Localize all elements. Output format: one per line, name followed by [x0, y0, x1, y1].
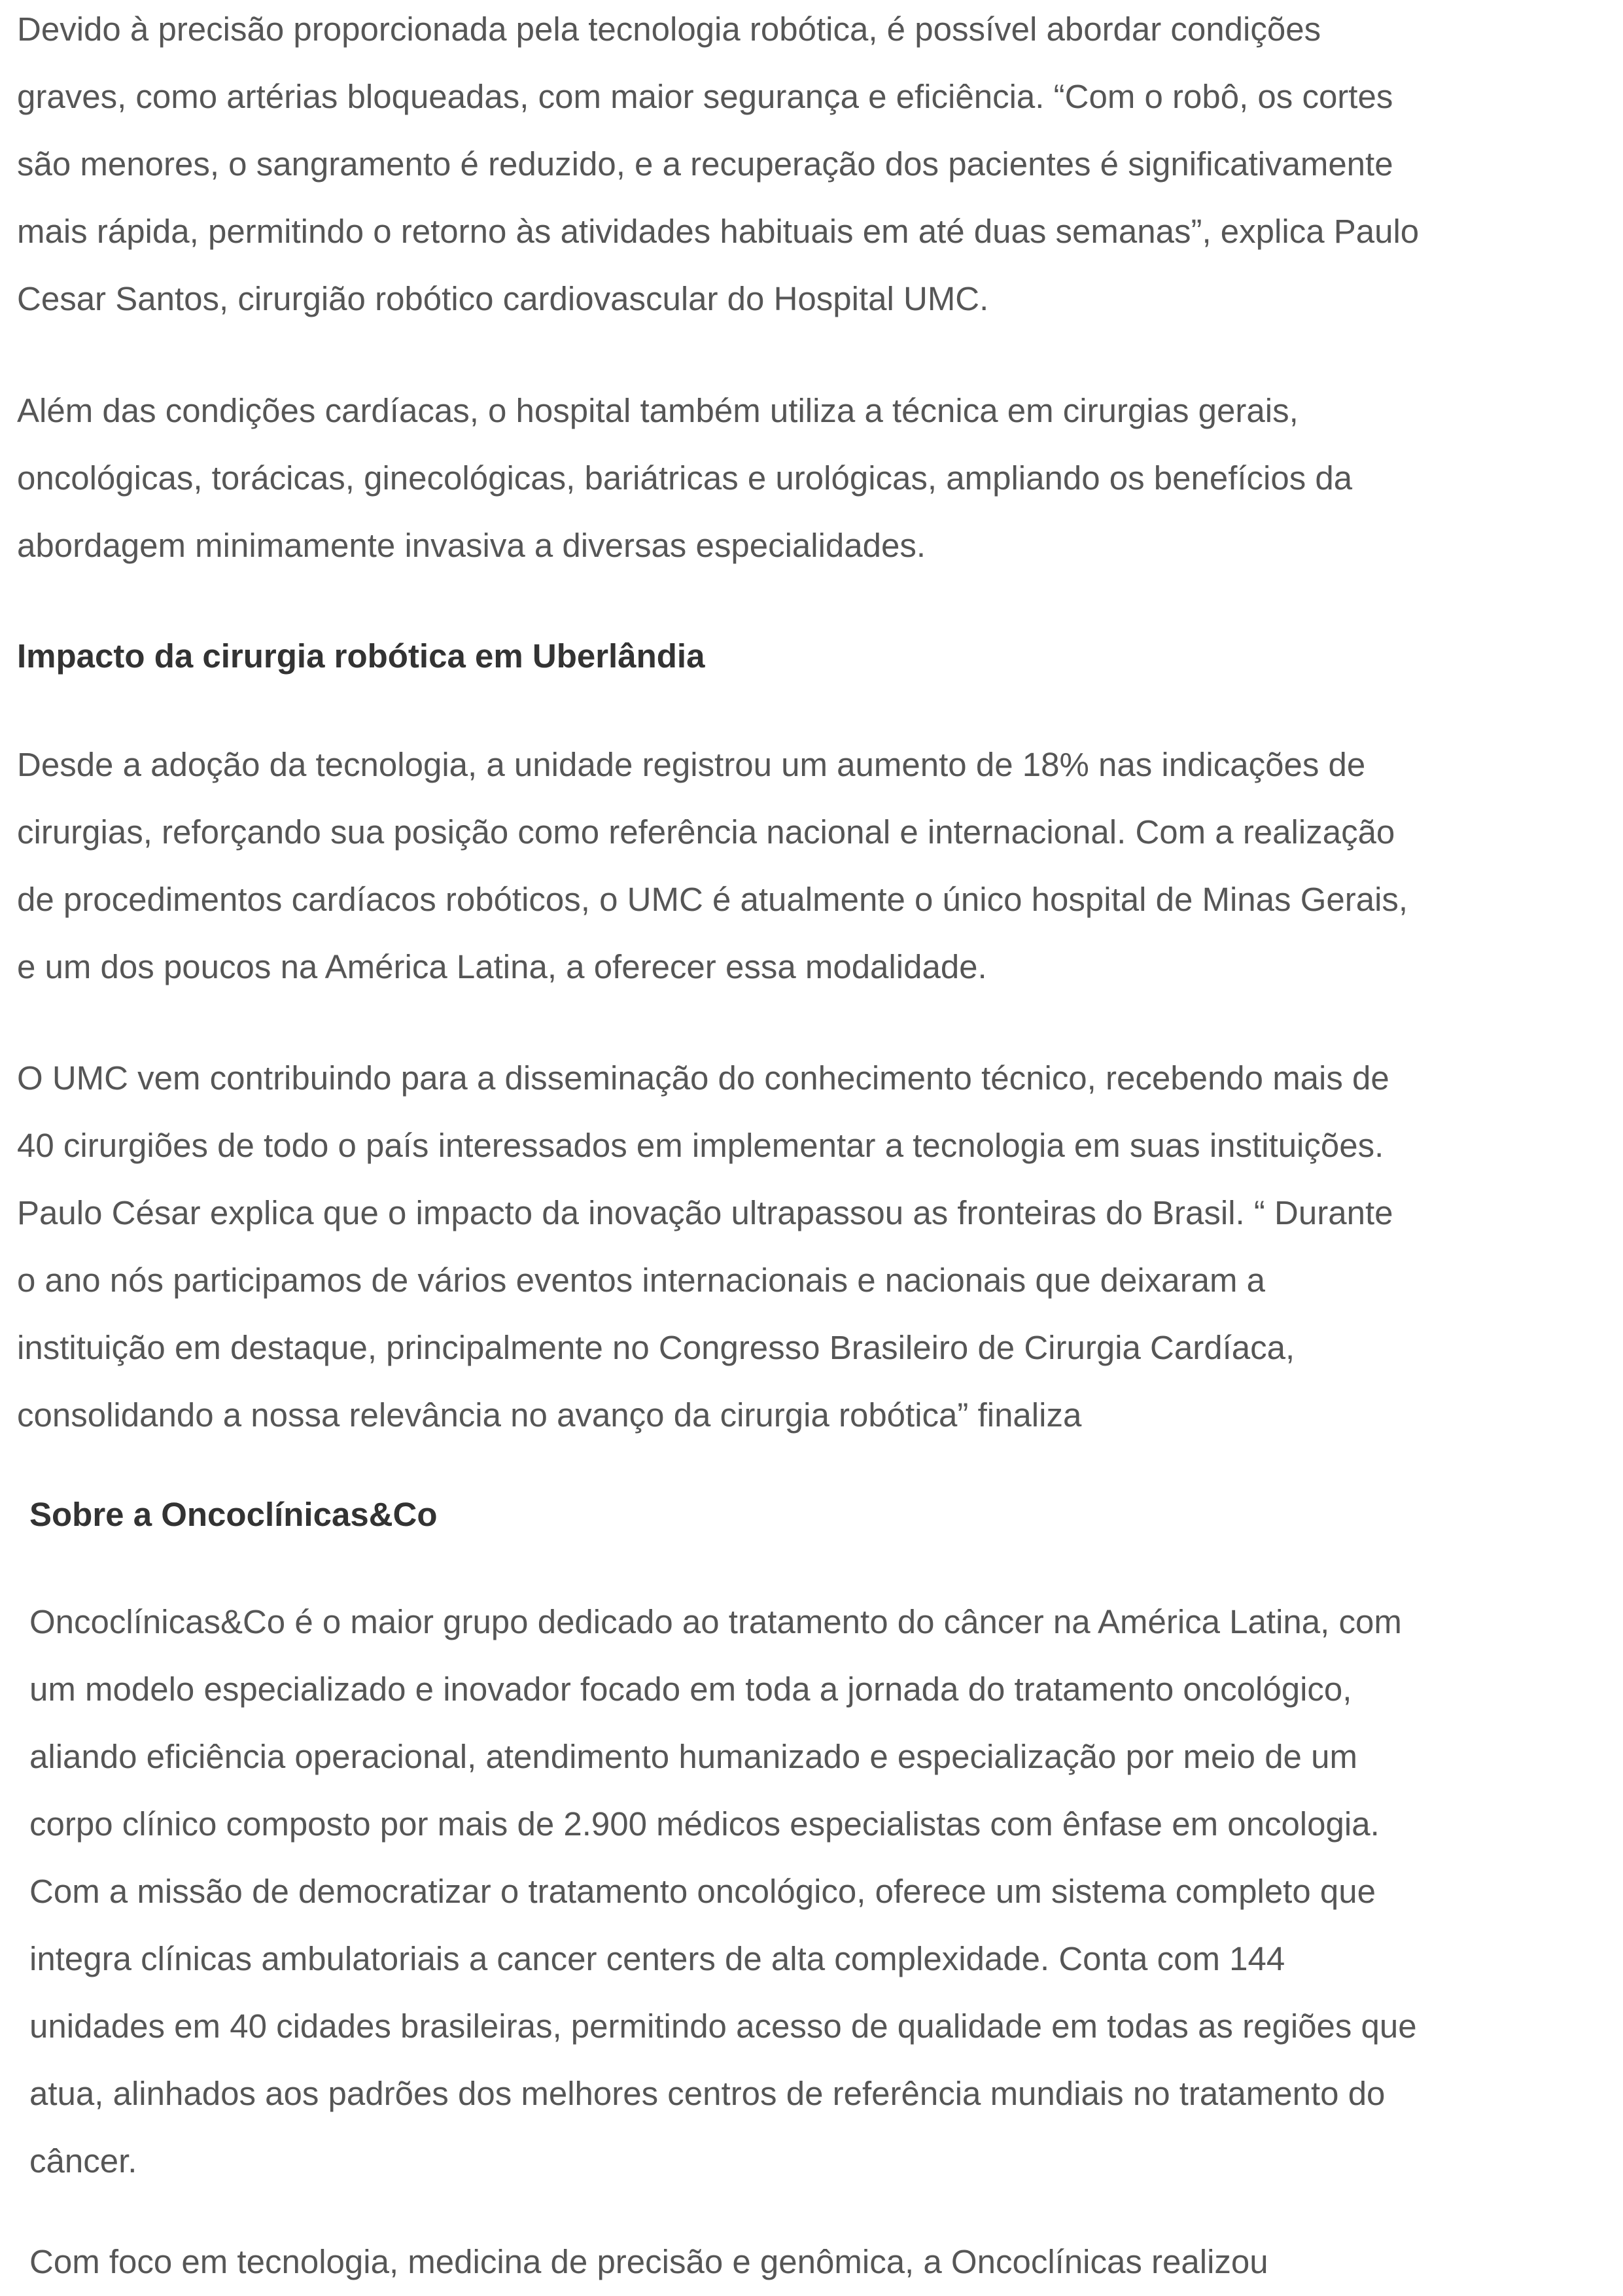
text-line: Com foco em tecnologia, medicina de precisão e genômica, a Oncoclínicas realizou — [29, 2243, 1268, 2280]
text-line: o ano nós participamos de vários eventos internacionais e nacionais que deixaram a — [17, 1262, 1265, 1299]
section-heading-impact: Impacto da cirurgia robótica em Uberlândia — [17, 637, 705, 675]
text-line: unidades em 40 cidades brasileiras, permitindo acesso de qualidade em todas as regiões que — [29, 2007, 1417, 2045]
text-line: um modelo especializado e inovador focado em toda a jornada do tratamento oncológico, — [29, 1670, 1352, 1708]
text-line: e um dos poucos na América Latina, a oferecer essa modalidade. — [17, 948, 987, 985]
text-line: atua, alinhados aos padrões dos melhores centros de referência mundiais no tratamento do — [29, 2075, 1386, 2112]
text-line: graves, como artérias bloqueadas, com maior segurança e eficiência. “Com o robô, os cortes — [17, 78, 1393, 115]
text-line: cirurgias, reforçando sua posição como referência nacional e internacional. Com a realização — [17, 813, 1395, 851]
text-line: Com a missão de democratizar o tratamento oncológico, oferece um sistema completo que — [29, 1873, 1376, 1910]
text-line: de procedimentos cardíacos robóticos, o UMC é atualmente o único hospital de Minas Gerais, — [17, 881, 1408, 918]
paragraph-adoption-growth — [17, 731, 1408, 1000]
text-line: Cesar Santos, cirurgião robótico cardiovascular do Hospital UMC. — [17, 280, 989, 317]
text-line: Oncoclínicas&Co é o maior grupo dedicado ao tratamento do câncer na América Latina, com — [29, 1603, 1402, 1640]
text-line: instituição em destaque, principalmente no Congresso Brasileiro de Cirurgia Cardíaca, — [17, 1329, 1295, 1366]
text-line: mais rápida, permitindo o retorno às atividades habituais em até duas semanas”, explica Paulo — [17, 213, 1420, 250]
text-line: são menores, o sangramento é reduzido, e a recuperação dos pacientes é significativamente — [17, 145, 1393, 183]
text-line: Desde a adoção da tecnologia, a unidade registrou um aumento de 18% nas indicações de — [17, 746, 1366, 783]
text-line: Devido à precisão proporcionada pela tecnologia robótica, é possível abordar condições — [17, 10, 1321, 48]
text-line: Paulo César explica que o impacto da inovação ultrapassou as fronteiras do Brasil. “ Durante — [17, 1194, 1393, 1231]
text-line: O UMC vem contribuindo para a disseminação do conhecimento técnico, recebendo mais de — [17, 1059, 1389, 1097]
text-line: aliando eficiência operacional, atendimento humanizado e especialização por meio de um — [29, 1738, 1357, 1775]
text-line: câncer. — [29, 2142, 137, 2180]
paragraph-robotic-precision — [17, 0, 1419, 332]
section-heading-about: Sobre a Oncoclínicas&Co — [29, 1496, 438, 1533]
text-line: consolidando a nossa relevância no avanço da cirurgia robótica” finaliza — [17, 1396, 1082, 1434]
paragraph-technology-focus — [29, 2228, 1268, 2295]
paragraph-knowledge-sharing — [17, 1044, 1393, 1449]
text-line: 40 cirurgiões de todo o país interessados em implementar a tecnologia em suas instituições. — [17, 1127, 1384, 1164]
text-line: corpo clínico composto por mais de 2.900 médicos especialistas com ênfase em oncologia. — [29, 1805, 1380, 1843]
text-line: abordagem minimamente invasiva a diversas especialidades. — [17, 527, 926, 564]
text-line: oncológicas, torácicas, ginecológicas, bariátricas e urológicas, ampliando os benefícios da — [17, 459, 1353, 497]
text-line: integra clínicas ambulatoriais a cancer centers de alta complexidade. Conta com 144 — [29, 1940, 1285, 1977]
text-line: Além das condições cardíacas, o hospital também utiliza a técnica em cirurgias gerais, — [17, 392, 1299, 429]
paragraph-other-specialties — [17, 377, 1352, 579]
paragraph-about-company — [29, 1588, 1417, 2195]
